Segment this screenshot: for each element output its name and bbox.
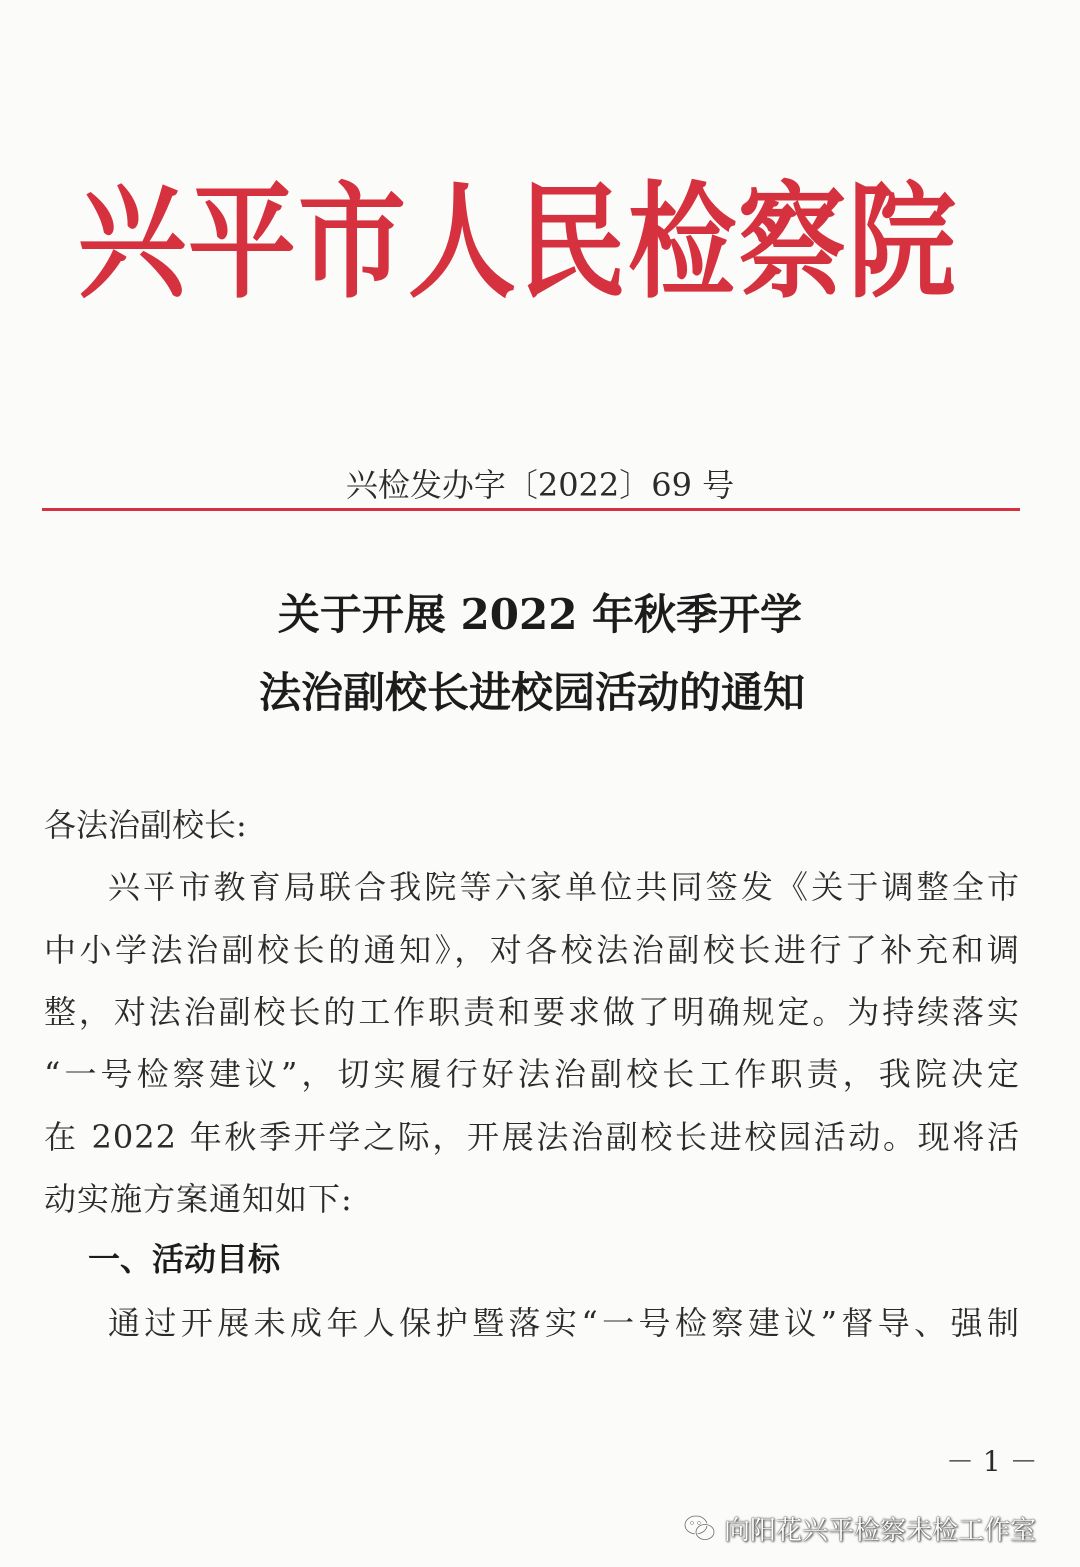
page-number: － 1 － (946, 1445, 1038, 1478)
document-number: 兴检发办字〔2022〕69 号 (345, 466, 735, 504)
wechat-icon (682, 1510, 718, 1546)
paragraph-line: 兴平市教育局联合我院等六家单位共同签发《关于调整全市 (108, 868, 1020, 906)
paragraph-line: 在 2022 年秋季开学之际，开展法治副校长进校园活动。现将活 (44, 1118, 1020, 1156)
issuer-header: 兴平市人民检察院 (78, 170, 959, 316)
paragraph-line: 整，对法治副校长的工作职责和要求做了明确规定。为持续落实 (44, 993, 1020, 1031)
paragraph-line: 通过开展未成年人保护暨落实“一号检察建议”督导、强制 (108, 1304, 1020, 1342)
red-divider (42, 508, 1020, 511)
document-title-line-2: 法治副校长进校园活动的通知 (258, 668, 805, 717)
watermark (682, 1506, 1036, 1550)
document-title-line-1: 关于开展 2022 年秋季开学 (277, 590, 803, 639)
watermark-text: 向阳花兴平检察未检工作室 (724, 1515, 1037, 1546)
salutation: 各法治副校长: (44, 806, 247, 844)
section-heading: 一、活动目标 (88, 1240, 281, 1278)
paragraph-line: “一号检察建议”，切实履行好法治副校长工作职责，我院决定 (44, 1055, 1020, 1093)
paragraph-line: 动实施方案通知如下: (44, 1180, 353, 1218)
paragraph-line: 中小学法治副校长的通知》，对各校法治副校长进行了补充和调 (44, 931, 1020, 969)
